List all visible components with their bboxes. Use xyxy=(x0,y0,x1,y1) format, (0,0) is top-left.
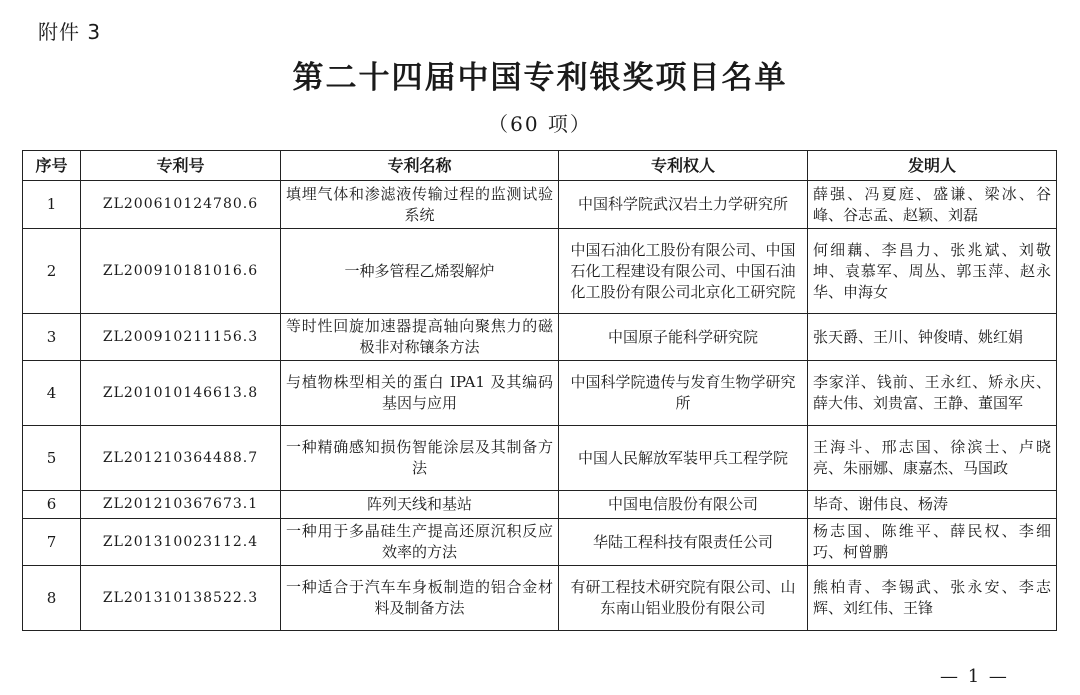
inventors: 李家洋、钱前、王永红、矫永庆、薛大伟、刘贵富、王静、董国军 xyxy=(808,361,1057,426)
row-no: 5 xyxy=(23,426,81,491)
patent-number: ZL200910181016.6 xyxy=(81,229,281,314)
inventors: 王海斗、邢志国、徐滨士、卢晓亮、朱丽娜、康嘉杰、马国政 xyxy=(808,426,1057,491)
patent-name: 一种适合于汽车车身板制造的铝合金材料及制备方法 xyxy=(281,566,559,631)
table-row xyxy=(23,181,1057,229)
patentee: 中国石油化工股份有限公司、中国石化工程建设有限公司、中国石油化工股份有限公司北京化工研究院 xyxy=(559,229,808,314)
attachment-label: 附件 3 xyxy=(38,20,102,44)
col-header-inventors: 发明人 xyxy=(808,151,1057,181)
row-no: 6 xyxy=(23,491,81,519)
table-row xyxy=(23,314,1057,361)
patent-number: ZL200610124780.6 xyxy=(81,181,281,229)
patent-number: ZL201310138522.3 xyxy=(81,566,281,631)
patent-name: 与植物株型相关的蛋白 IPA1 及其编码基因与应用 xyxy=(281,361,559,426)
patent-number: ZL200910211156.3 xyxy=(81,314,281,361)
inventors: 熊柏青、李锡武、张永安、李志辉、刘红伟、王锋 xyxy=(808,566,1057,631)
patentee: 中国电信股份有限公司 xyxy=(559,491,808,519)
patent-number: ZL201210367673.1 xyxy=(81,491,281,519)
patent-name: 一种精确感知损伤智能涂层及其制备方法 xyxy=(281,426,559,491)
row-no: 7 xyxy=(23,519,81,566)
inventors: 何细藕、李昌力、张兆斌、刘敬坤、袁慕军、周丛、郭玉萍、赵永华、申海女 xyxy=(808,229,1057,314)
patentee: 中国科学院遗传与发育生物学研究所 xyxy=(559,361,808,426)
col-header-patent-name: 专利名称 xyxy=(281,151,559,181)
document-title: 第二十四届中国专利银奖项目名单 xyxy=(292,60,788,96)
patentee: 中国原子能科学研究院 xyxy=(559,314,808,361)
patent-table xyxy=(22,150,1057,631)
inventors: 杨志国、陈维平、薛民权、李细巧、柯曾鹏 xyxy=(808,519,1057,566)
patentee: 中国科学院武汉岩土力学研究所 xyxy=(559,181,808,229)
table-header-row xyxy=(23,151,1057,181)
patent-name: 一种多管程乙烯裂解炉 xyxy=(281,229,559,314)
patent-number: ZL201010146613.8 xyxy=(81,361,281,426)
patentee: 中国人民解放军装甲兵工程学院 xyxy=(559,426,808,491)
inventors: 毕奇、谢伟良、杨涛 xyxy=(808,491,1057,519)
inventors: 薛强、冯夏庭、盛谦、梁冰、谷峰、谷志孟、赵颖、刘磊 xyxy=(808,181,1057,229)
patent-name: 等时性回旋加速器提高轴向聚焦力的磁极非对称镶条方法 xyxy=(281,314,559,361)
table-row xyxy=(23,361,1057,426)
item-count: （60 项） xyxy=(488,112,592,136)
patent-name: 一种用于多晶硅生产提高还原沉积反应效率的方法 xyxy=(281,519,559,566)
row-no: 8 xyxy=(23,566,81,631)
row-no: 4 xyxy=(23,361,81,426)
patent-name: 填埋气体和渗滤液传输过程的监测试验系统 xyxy=(281,181,559,229)
patent-number: ZL201310023112.4 xyxy=(81,519,281,566)
inventors: 张天爵、王川、钟俊晴、姚红娟 xyxy=(808,314,1057,361)
patent-number: ZL201210364488.7 xyxy=(81,426,281,491)
patent-name: 阵列天线和基站 xyxy=(281,491,559,519)
patentee: 华陆工程科技有限责任公司 xyxy=(559,519,808,566)
col-header-patentee: 专利权人 xyxy=(559,151,808,181)
table-row xyxy=(23,566,1057,631)
col-header-no: 序号 xyxy=(23,151,81,181)
table-row xyxy=(23,229,1057,314)
table-row xyxy=(23,519,1057,566)
row-no: 2 xyxy=(23,229,81,314)
row-no: 1 xyxy=(23,181,81,229)
table-row xyxy=(23,491,1057,519)
page-number: — 1 — xyxy=(940,666,1009,687)
col-header-patent-number: 专利号 xyxy=(81,151,281,181)
table-row xyxy=(23,426,1057,491)
patentee: 有研工程技术研究院有限公司、山东南山铝业股份有限公司 xyxy=(559,566,808,631)
row-no: 3 xyxy=(23,314,81,361)
